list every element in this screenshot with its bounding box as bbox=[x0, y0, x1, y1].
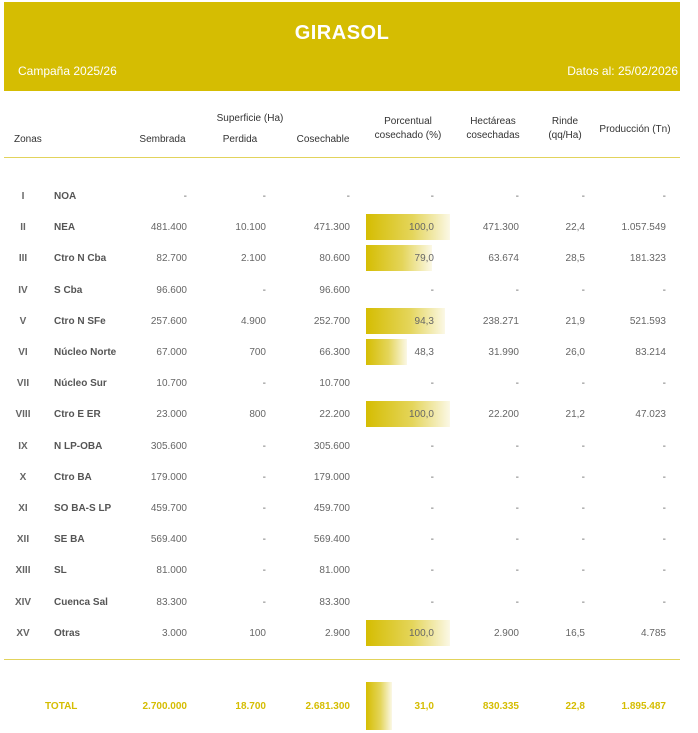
total-percent-bar bbox=[366, 682, 392, 730]
table-row bbox=[0, 308, 698, 334]
cell-porcentual: - bbox=[430, 565, 434, 576]
total-sembrada: 2.700.000 bbox=[142, 701, 187, 712]
cell-hectareas: 238.271 bbox=[482, 316, 519, 327]
table-row bbox=[0, 183, 698, 209]
header-hectareas-line1: Hectáreas bbox=[470, 116, 516, 127]
cell-hectareas: - bbox=[515, 378, 519, 389]
cell-sembrada: 10.700 bbox=[156, 378, 187, 389]
total-cosechable: 2.681.300 bbox=[305, 701, 350, 712]
cell-produccion: 521.593 bbox=[629, 316, 666, 327]
cell-hectareas: - bbox=[515, 472, 519, 483]
header-sembrada: Sembrada bbox=[139, 134, 186, 145]
total-rinde: 22,8 bbox=[565, 701, 585, 712]
zone-name: Núcleo Sur bbox=[54, 378, 107, 389]
cell-porcentual: 100,0 bbox=[408, 628, 434, 639]
cell-produccion: 47.023 bbox=[635, 409, 666, 420]
cell-rinde: 16,5 bbox=[565, 628, 585, 639]
cell-rinde: - bbox=[581, 534, 585, 545]
row-number: XV bbox=[16, 628, 30, 639]
header-perdida: Perdida bbox=[222, 134, 258, 145]
cell-cosechable: 10.700 bbox=[319, 378, 350, 389]
cell-cosechable: 179.000 bbox=[313, 472, 350, 483]
cell-porcentual: - bbox=[430, 503, 434, 514]
cell-sembrada: 96.600 bbox=[156, 285, 187, 296]
table-row bbox=[0, 464, 698, 490]
cell-hectareas: - bbox=[515, 441, 519, 452]
cell-porcentual: - bbox=[430, 285, 434, 296]
cell-porcentual: - bbox=[430, 191, 434, 202]
cell-perdida: - bbox=[262, 565, 266, 576]
row-number: V bbox=[19, 316, 27, 327]
cell-sembrada: - bbox=[183, 191, 187, 202]
cell-porcentual: 100,0 bbox=[408, 222, 434, 233]
table-row bbox=[0, 495, 698, 521]
total-porcentual: 31,0 bbox=[414, 701, 434, 712]
cell-produccion: 4.785 bbox=[640, 628, 666, 639]
cell-perdida: - bbox=[262, 472, 266, 483]
cell-cosechable: 569.400 bbox=[313, 534, 350, 545]
row-number: X bbox=[19, 472, 27, 483]
cell-perdida: - bbox=[262, 534, 266, 545]
cell-cosechable: 80.600 bbox=[319, 253, 350, 264]
row-number: VII bbox=[16, 378, 30, 389]
zone-name: SE BA bbox=[54, 534, 85, 545]
cell-hectareas: 63.674 bbox=[488, 253, 519, 264]
table-row bbox=[0, 589, 698, 615]
zone-name: Ctro N Cba bbox=[54, 253, 107, 264]
cell-porcentual: - bbox=[430, 378, 434, 389]
row-number: IV bbox=[18, 285, 28, 296]
cell-cosechable: 83.300 bbox=[319, 597, 350, 608]
header-porcentual-line2: cosechado (%) bbox=[374, 130, 442, 141]
cell-produccion: - bbox=[662, 472, 666, 483]
cell-perdida: 100 bbox=[249, 628, 266, 639]
cell-porcentual: - bbox=[430, 441, 434, 452]
table-row bbox=[0, 433, 698, 459]
cell-rinde: - bbox=[581, 191, 585, 202]
cell-porcentual: - bbox=[430, 534, 434, 545]
zone-name: Núcleo Norte bbox=[54, 347, 117, 358]
zone-name: Ctro E ER bbox=[54, 409, 101, 420]
cell-cosechable: 471.300 bbox=[313, 222, 350, 233]
cell-perdida: - bbox=[262, 191, 266, 202]
page-title: GIRASOL bbox=[294, 22, 390, 44]
cell-hectareas: 2.900 bbox=[493, 628, 519, 639]
row-number: XI bbox=[18, 503, 28, 514]
cell-hectareas: - bbox=[515, 565, 519, 576]
header-rinde-line2: (qq/Ha) bbox=[548, 130, 582, 141]
cell-hectareas: - bbox=[515, 534, 519, 545]
cell-produccion: - bbox=[662, 441, 666, 452]
cell-sembrada: 481.400 bbox=[150, 222, 187, 233]
cell-porcentual: 48,3 bbox=[414, 347, 434, 358]
table-row bbox=[0, 370, 698, 396]
table-row bbox=[0, 557, 698, 583]
total-produccion: 1.895.487 bbox=[621, 701, 666, 712]
cell-produccion: - bbox=[662, 191, 666, 202]
cell-porcentual: - bbox=[430, 597, 434, 608]
header-zonas: Zonas bbox=[14, 134, 42, 145]
cell-perdida: 2.100 bbox=[240, 253, 266, 264]
cell-produccion: 83.214 bbox=[635, 347, 666, 358]
cell-cosechable: 459.700 bbox=[313, 503, 350, 514]
header-cosechable: Cosechable bbox=[296, 134, 350, 145]
row-number: VIII bbox=[15, 409, 31, 420]
cell-sembrada: 23.000 bbox=[156, 409, 187, 420]
row-number: I bbox=[21, 191, 25, 202]
cell-sembrada: 81.000 bbox=[156, 565, 187, 576]
cell-porcentual: 94,3 bbox=[414, 316, 434, 327]
cell-perdida: - bbox=[262, 441, 266, 452]
cell-produccion: - bbox=[662, 597, 666, 608]
zone-name: SL bbox=[54, 565, 67, 576]
cell-rinde: - bbox=[581, 285, 585, 296]
cell-hectareas: 471.300 bbox=[482, 222, 519, 233]
header-hectareas-line2: cosechadas bbox=[466, 130, 520, 141]
cell-rinde: 21,9 bbox=[565, 316, 585, 327]
row-number: VI bbox=[18, 347, 28, 358]
cell-produccion: 181.323 bbox=[629, 253, 666, 264]
cell-cosechable: 96.600 bbox=[319, 285, 350, 296]
cell-cosechable: 2.900 bbox=[324, 628, 350, 639]
cell-perdida: - bbox=[262, 503, 266, 514]
cell-perdida: 700 bbox=[249, 347, 266, 358]
cell-rinde: 28,5 bbox=[565, 253, 585, 264]
cell-hectareas: 31.990 bbox=[488, 347, 519, 358]
table-row bbox=[0, 245, 698, 271]
cell-sembrada: 569.400 bbox=[150, 534, 187, 545]
table-row bbox=[0, 401, 698, 427]
row-number: IX bbox=[18, 441, 28, 452]
zone-name: Otras bbox=[54, 628, 81, 639]
cell-cosechable: 252.700 bbox=[313, 316, 350, 327]
cell-produccion: - bbox=[662, 285, 666, 296]
table-row bbox=[0, 620, 698, 646]
total-row bbox=[0, 682, 698, 730]
cell-sembrada: 305.600 bbox=[150, 441, 187, 452]
cell-perdida: 4.900 bbox=[240, 316, 266, 327]
cell-rinde: 26,0 bbox=[565, 347, 585, 358]
zone-name: SO BA-S LP bbox=[54, 503, 112, 514]
header-banner bbox=[4, 2, 680, 91]
cell-perdida: - bbox=[262, 378, 266, 389]
cell-perdida: 10.100 bbox=[235, 222, 266, 233]
cell-produccion: - bbox=[662, 565, 666, 576]
table-row bbox=[0, 526, 698, 552]
zone-name: Ctro BA bbox=[54, 472, 92, 483]
header-rinde-line1: Rinde bbox=[551, 116, 579, 127]
cell-hectareas: 22.200 bbox=[488, 409, 519, 420]
header-produccion: Producción (Tn) bbox=[599, 124, 671, 135]
header-porcentual-line1: Porcentual bbox=[384, 116, 432, 127]
cell-rinde: 21,2 bbox=[565, 409, 585, 420]
total-hectareas: 830.335 bbox=[482, 701, 519, 712]
zone-name: Ctro N SFe bbox=[54, 316, 106, 327]
cell-porcentual: 79,0 bbox=[414, 253, 434, 264]
cell-produccion: 1.057.549 bbox=[621, 222, 666, 233]
zone-name: Cuenca Sal bbox=[54, 597, 108, 608]
header-superficie: Superficie (Ha) bbox=[216, 113, 284, 124]
row-number: II bbox=[20, 222, 26, 233]
cell-cosechable: - bbox=[346, 191, 350, 202]
cell-rinde: 22,4 bbox=[565, 222, 585, 233]
cell-rinde: - bbox=[581, 503, 585, 514]
row-number: XIII bbox=[15, 565, 31, 576]
cell-rinde: - bbox=[581, 378, 585, 389]
cell-hectareas: - bbox=[515, 597, 519, 608]
table-row bbox=[0, 339, 698, 365]
header-rinde bbox=[540, 115, 590, 143]
cell-rinde: - bbox=[581, 472, 585, 483]
cell-hectareas: - bbox=[515, 191, 519, 202]
cell-cosechable: 66.300 bbox=[319, 347, 350, 358]
total-divider bbox=[4, 659, 680, 660]
table-row bbox=[0, 214, 698, 240]
zone-name: N LP-OBA bbox=[54, 441, 103, 452]
cell-porcentual: 100,0 bbox=[408, 409, 434, 420]
cell-sembrada: 3.000 bbox=[161, 628, 187, 639]
cell-sembrada: 83.300 bbox=[156, 597, 187, 608]
percent-bar bbox=[366, 339, 407, 365]
data-date-label: Datos al: 25/02/2026 bbox=[567, 64, 678, 78]
cell-sembrada: 257.600 bbox=[150, 316, 187, 327]
table-row bbox=[0, 277, 698, 303]
cell-hectareas: - bbox=[515, 503, 519, 514]
cell-perdida: - bbox=[262, 285, 266, 296]
cell-sembrada: 67.000 bbox=[156, 347, 187, 358]
cell-produccion: - bbox=[662, 503, 666, 514]
cell-perdida: 800 bbox=[249, 409, 266, 420]
header-hectareas bbox=[456, 115, 530, 143]
cell-sembrada: 82.700 bbox=[156, 253, 187, 264]
cell-rinde: - bbox=[581, 565, 585, 576]
cell-sembrada: 459.700 bbox=[150, 503, 187, 514]
cell-rinde: - bbox=[581, 597, 585, 608]
total-label: TOTAL bbox=[45, 701, 78, 712]
row-number: III bbox=[18, 253, 28, 264]
zone-name: NOA bbox=[54, 191, 77, 202]
header-porcentual bbox=[362, 115, 454, 143]
header-divider bbox=[4, 157, 680, 158]
zone-name: NEA bbox=[54, 222, 76, 233]
zone-name: S Cba bbox=[54, 285, 83, 296]
total-perdida: 18.700 bbox=[235, 701, 266, 712]
cell-produccion: - bbox=[662, 534, 666, 545]
cell-rinde: - bbox=[581, 441, 585, 452]
cell-porcentual: - bbox=[430, 472, 434, 483]
cell-cosechable: 81.000 bbox=[319, 565, 350, 576]
cell-produccion: - bbox=[662, 378, 666, 389]
campaign-label: Campaña 2025/26 bbox=[18, 64, 117, 78]
cell-perdida: - bbox=[262, 597, 266, 608]
cell-sembrada: 179.000 bbox=[150, 472, 187, 483]
cell-cosechable: 22.200 bbox=[319, 409, 350, 420]
cell-hectareas: - bbox=[515, 285, 519, 296]
row-number: XIV bbox=[14, 597, 32, 608]
row-number: XII bbox=[16, 534, 30, 545]
cell-cosechable: 305.600 bbox=[313, 441, 350, 452]
